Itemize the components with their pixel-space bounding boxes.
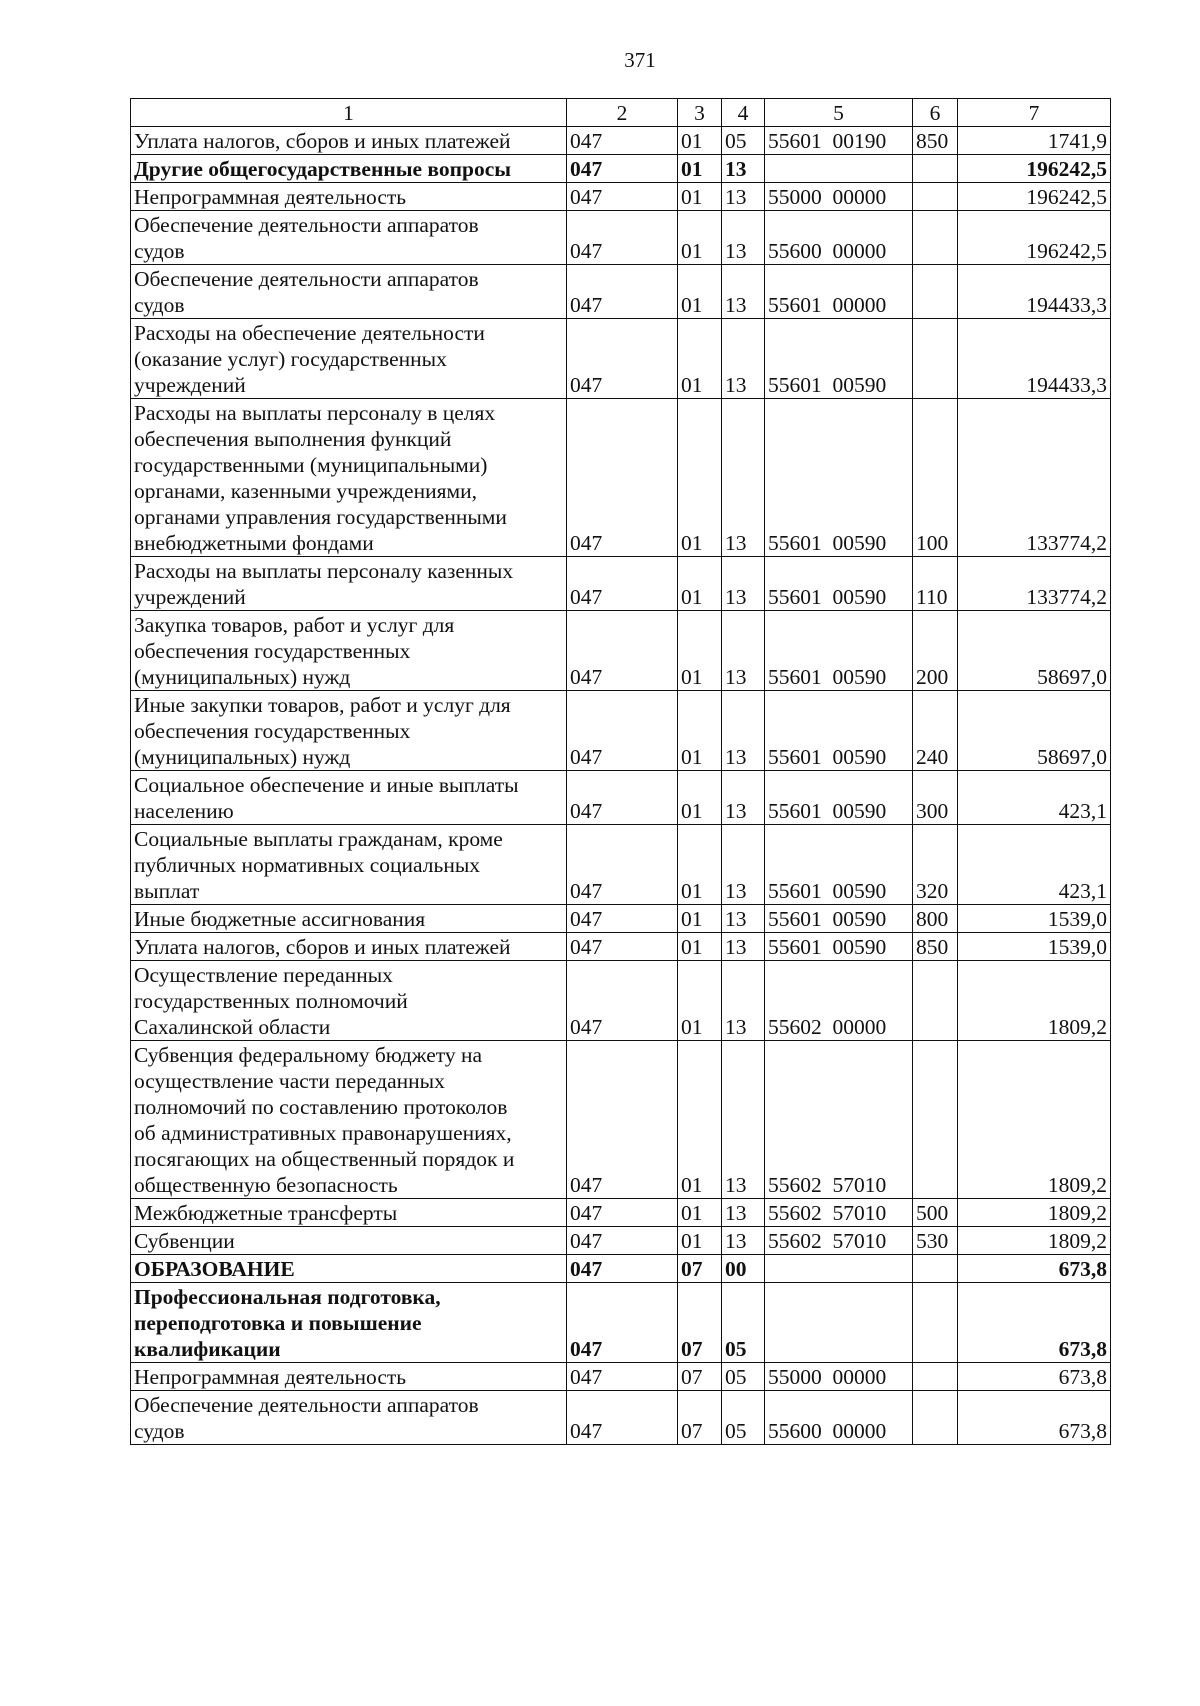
table-body — [131, 127, 1111, 1445]
row-sum: 58697,0 — [958, 611, 1111, 691]
row-pr-code: 13 — [722, 399, 765, 557]
row-gr-code: 047 — [567, 905, 678, 933]
row-csr-code: 55601 00590 — [765, 691, 913, 771]
row-name: Другие общегосударственные вопросы — [131, 155, 567, 183]
row-csr-code — [765, 155, 913, 183]
row-pr-code: 05 — [722, 127, 765, 155]
row-name: Расходы на обеспечение деятельности (оказание услуг) государственных учреждений — [131, 319, 567, 399]
row-gr-code: 047 — [567, 1255, 678, 1283]
row-csr-code: 55601 00590 — [765, 933, 913, 961]
row-vr-code — [913, 1283, 958, 1363]
row-csr-code: 55600 00000 — [765, 1391, 913, 1445]
row-sum: 1809,2 — [958, 1199, 1111, 1227]
row-name: Уплата налогов, сборов и иных платежей — [131, 933, 567, 961]
row-name: Расходы на выплаты персоналу в целях обеспечения выполнения функций государственными (муниципальными) органами, казенными учреждениями, органами управления государственными внебюджетными фондами — [131, 399, 567, 557]
table-row — [131, 961, 1111, 1041]
row-sum: 196242,5 — [958, 155, 1111, 183]
row-csr-code: 55601 00590 — [765, 611, 913, 691]
row-pr-code: 13 — [722, 183, 765, 211]
budget-table — [130, 98, 1111, 1445]
row-pr-code: 13 — [722, 825, 765, 905]
row-rz-code: 07 — [678, 1255, 722, 1283]
table-row — [131, 1041, 1111, 1199]
row-csr-code: 55601 00590 — [765, 905, 913, 933]
row-sum: 673,8 — [958, 1255, 1111, 1283]
table-row — [131, 691, 1111, 771]
row-rz-code: 07 — [678, 1391, 722, 1445]
row-sum: 1741,9 — [958, 127, 1111, 155]
row-vr-code — [913, 155, 958, 183]
row-pr-code: 13 — [722, 265, 765, 319]
row-csr-code: 55601 00590 — [765, 825, 913, 905]
row-sum: 1809,2 — [958, 1227, 1111, 1255]
row-name: Непрограммная деятельность — [131, 183, 567, 211]
row-sum: 196242,5 — [958, 183, 1111, 211]
row-vr-code: 110 — [913, 557, 958, 611]
row-vr-code: 800 — [913, 905, 958, 933]
table-row — [131, 557, 1111, 611]
row-name: Иные бюджетные ассигнования — [131, 905, 567, 933]
row-pr-code: 05 — [722, 1363, 765, 1391]
column-header: 5 — [765, 99, 913, 127]
row-name: Субвенции — [131, 1227, 567, 1255]
row-sum: 194433,3 — [958, 319, 1111, 399]
row-rz-code: 01 — [678, 691, 722, 771]
row-sum: 423,1 — [958, 771, 1111, 825]
column-header: 4 — [722, 99, 765, 127]
row-rz-code: 01 — [678, 825, 722, 905]
row-sum: 423,1 — [958, 825, 1111, 905]
row-rz-code: 01 — [678, 1199, 722, 1227]
row-name: Обеспечение деятельности аппаратов судов — [131, 265, 567, 319]
row-pr-code: 13 — [722, 1199, 765, 1227]
row-rz-code: 01 — [678, 905, 722, 933]
row-rz-code: 01 — [678, 211, 722, 265]
table-row — [131, 183, 1111, 211]
row-csr-code — [765, 1283, 913, 1363]
row-rz-code: 01 — [678, 1227, 722, 1255]
row-pr-code: 13 — [722, 905, 765, 933]
table-row — [131, 127, 1111, 155]
row-sum: 1809,2 — [958, 1041, 1111, 1199]
row-pr-code: 13 — [722, 691, 765, 771]
header-row — [131, 99, 1111, 127]
row-csr-code: 55601 00000 — [765, 265, 913, 319]
row-gr-code: 047 — [567, 961, 678, 1041]
row-pr-code: 13 — [722, 771, 765, 825]
row-vr-code — [913, 1255, 958, 1283]
row-pr-code: 13 — [722, 319, 765, 399]
row-rz-code: 01 — [678, 1041, 722, 1199]
row-rz-code: 01 — [678, 933, 722, 961]
table-row — [131, 905, 1111, 933]
row-vr-code: 500 — [913, 1199, 958, 1227]
row-vr-code: 850 — [913, 933, 958, 961]
row-name: ОБРАЗОВАНИЕ — [131, 1255, 567, 1283]
row-rz-code: 01 — [678, 771, 722, 825]
row-name: Уплата налогов, сборов и иных платежей — [131, 127, 567, 155]
row-name: Обеспечение деятельности аппаратов судов — [131, 211, 567, 265]
row-csr-code: 55601 00590 — [765, 557, 913, 611]
row-vr-code: 200 — [913, 611, 958, 691]
row-gr-code: 047 — [567, 127, 678, 155]
row-gr-code: 047 — [567, 1199, 678, 1227]
row-csr-code: 55602 57010 — [765, 1227, 913, 1255]
row-csr-code: 55601 00590 — [765, 399, 913, 557]
row-gr-code: 047 — [567, 1041, 678, 1199]
table-row — [131, 1199, 1111, 1227]
row-csr-code: 55602 00000 — [765, 961, 913, 1041]
row-gr-code: 047 — [567, 1391, 678, 1445]
row-pr-code: 13 — [722, 155, 765, 183]
row-name: Межбюджетные трансферты — [131, 1199, 567, 1227]
row-gr-code: 047 — [567, 825, 678, 905]
row-pr-code: 13 — [722, 961, 765, 1041]
row-gr-code: 047 — [567, 155, 678, 183]
row-sum: 1539,0 — [958, 933, 1111, 961]
row-vr-code — [913, 211, 958, 265]
row-vr-code — [913, 961, 958, 1041]
row-csr-code — [765, 1255, 913, 1283]
table-row — [131, 1283, 1111, 1363]
table-row — [131, 771, 1111, 825]
row-vr-code: 300 — [913, 771, 958, 825]
row-gr-code: 047 — [567, 399, 678, 557]
column-header: 1 — [131, 99, 567, 127]
page-number: 371 — [624, 48, 656, 72]
row-sum: 673,8 — [958, 1283, 1111, 1363]
row-sum: 194433,3 — [958, 265, 1111, 319]
table-row — [131, 1363, 1111, 1391]
row-rz-code: 01 — [678, 399, 722, 557]
row-gr-code: 047 — [567, 557, 678, 611]
row-rz-code: 01 — [678, 961, 722, 1041]
row-sum: 1809,2 — [958, 961, 1111, 1041]
row-csr-code: 55601 00190 — [765, 127, 913, 155]
row-pr-code: 13 — [722, 557, 765, 611]
row-sum: 673,8 — [958, 1391, 1111, 1445]
row-csr-code: 55601 00590 — [765, 319, 913, 399]
row-gr-code: 047 — [567, 771, 678, 825]
row-rz-code: 07 — [678, 1283, 722, 1363]
table-row — [131, 1255, 1111, 1283]
row-vr-code — [913, 265, 958, 319]
table-row — [131, 611, 1111, 691]
row-name: Субвенция федеральному бюджету на осуществление части переданных полномочий по составлению протоколов об административных правонарушениях, посягающих на общественный порядок и общественную безопасность — [131, 1041, 567, 1199]
row-csr-code: 55602 57010 — [765, 1199, 913, 1227]
row-pr-code: 05 — [722, 1391, 765, 1445]
row-gr-code: 047 — [567, 1363, 678, 1391]
row-name: Закупка товаров, работ и услуг для обеспечения государственных (муниципальных) нужд — [131, 611, 567, 691]
table-row — [131, 399, 1111, 557]
column-header: 6 — [913, 99, 958, 127]
row-csr-code: 55600 00000 — [765, 211, 913, 265]
row-name: Обеспечение деятельности аппаратов судов — [131, 1391, 567, 1445]
row-name: Профессиональная подготовка, переподготовка и повышение квалификации — [131, 1283, 567, 1363]
row-gr-code: 047 — [567, 1283, 678, 1363]
table-row — [131, 211, 1111, 265]
row-gr-code: 047 — [567, 183, 678, 211]
table-row — [131, 265, 1111, 319]
row-rz-code: 01 — [678, 183, 722, 211]
row-csr-code: 55000 00000 — [765, 1363, 913, 1391]
row-gr-code: 047 — [567, 211, 678, 265]
row-sum: 133774,2 — [958, 399, 1111, 557]
column-header: 7 — [958, 99, 1111, 127]
row-sum: 196242,5 — [958, 211, 1111, 265]
row-sum: 673,8 — [958, 1363, 1111, 1391]
row-csr-code: 55601 00590 — [765, 771, 913, 825]
row-vr-code — [913, 1363, 958, 1391]
row-rz-code: 01 — [678, 127, 722, 155]
row-rz-code: 07 — [678, 1363, 722, 1391]
row-name: Осуществление переданных государственных полномочий Сахалинской области — [131, 961, 567, 1041]
row-gr-code: 047 — [567, 265, 678, 319]
table-row — [131, 1227, 1111, 1255]
row-vr-code: 320 — [913, 825, 958, 905]
row-gr-code: 047 — [567, 1227, 678, 1255]
row-pr-code: 13 — [722, 1041, 765, 1199]
row-sum: 1539,0 — [958, 905, 1111, 933]
row-pr-code: 00 — [722, 1255, 765, 1283]
row-sum: 58697,0 — [958, 691, 1111, 771]
row-vr-code — [913, 1391, 958, 1445]
row-name: Социальное обеспечение и иные выплаты населению — [131, 771, 567, 825]
column-header: 2 — [567, 99, 678, 127]
table-row — [131, 1391, 1111, 1445]
row-rz-code: 01 — [678, 155, 722, 183]
row-gr-code: 047 — [567, 319, 678, 399]
row-vr-code: 850 — [913, 127, 958, 155]
row-gr-code: 047 — [567, 691, 678, 771]
row-csr-code: 55000 00000 — [765, 183, 913, 211]
row-rz-code: 01 — [678, 319, 722, 399]
table-row — [131, 319, 1111, 399]
row-vr-code: 100 — [913, 399, 958, 557]
row-pr-code: 13 — [722, 211, 765, 265]
table-row — [131, 825, 1111, 905]
row-name: Социальные выплаты гражданам, кроме публичных нормативных социальных выплат — [131, 825, 567, 905]
row-pr-code: 13 — [722, 933, 765, 961]
row-name: Расходы на выплаты персоналу казенных учреждений — [131, 557, 567, 611]
row-vr-code: 530 — [913, 1227, 958, 1255]
row-vr-code — [913, 183, 958, 211]
column-header: 3 — [678, 99, 722, 127]
table-row — [131, 155, 1111, 183]
row-gr-code: 047 — [567, 933, 678, 961]
row-vr-code: 240 — [913, 691, 958, 771]
row-vr-code — [913, 1041, 958, 1199]
row-rz-code: 01 — [678, 265, 722, 319]
row-pr-code: 13 — [722, 1227, 765, 1255]
row-rz-code: 01 — [678, 557, 722, 611]
row-name: Иные закупки товаров, работ и услуг для обеспечения государственных (муниципальных) нужд — [131, 691, 567, 771]
row-csr-code: 55602 57010 — [765, 1041, 913, 1199]
row-name: Непрограммная деятельность — [131, 1363, 567, 1391]
row-gr-code: 047 — [567, 611, 678, 691]
row-vr-code — [913, 319, 958, 399]
row-sum: 133774,2 — [958, 557, 1111, 611]
row-pr-code: 13 — [722, 611, 765, 691]
row-pr-code: 05 — [722, 1283, 765, 1363]
row-rz-code: 01 — [678, 611, 722, 691]
table-row — [131, 933, 1111, 961]
